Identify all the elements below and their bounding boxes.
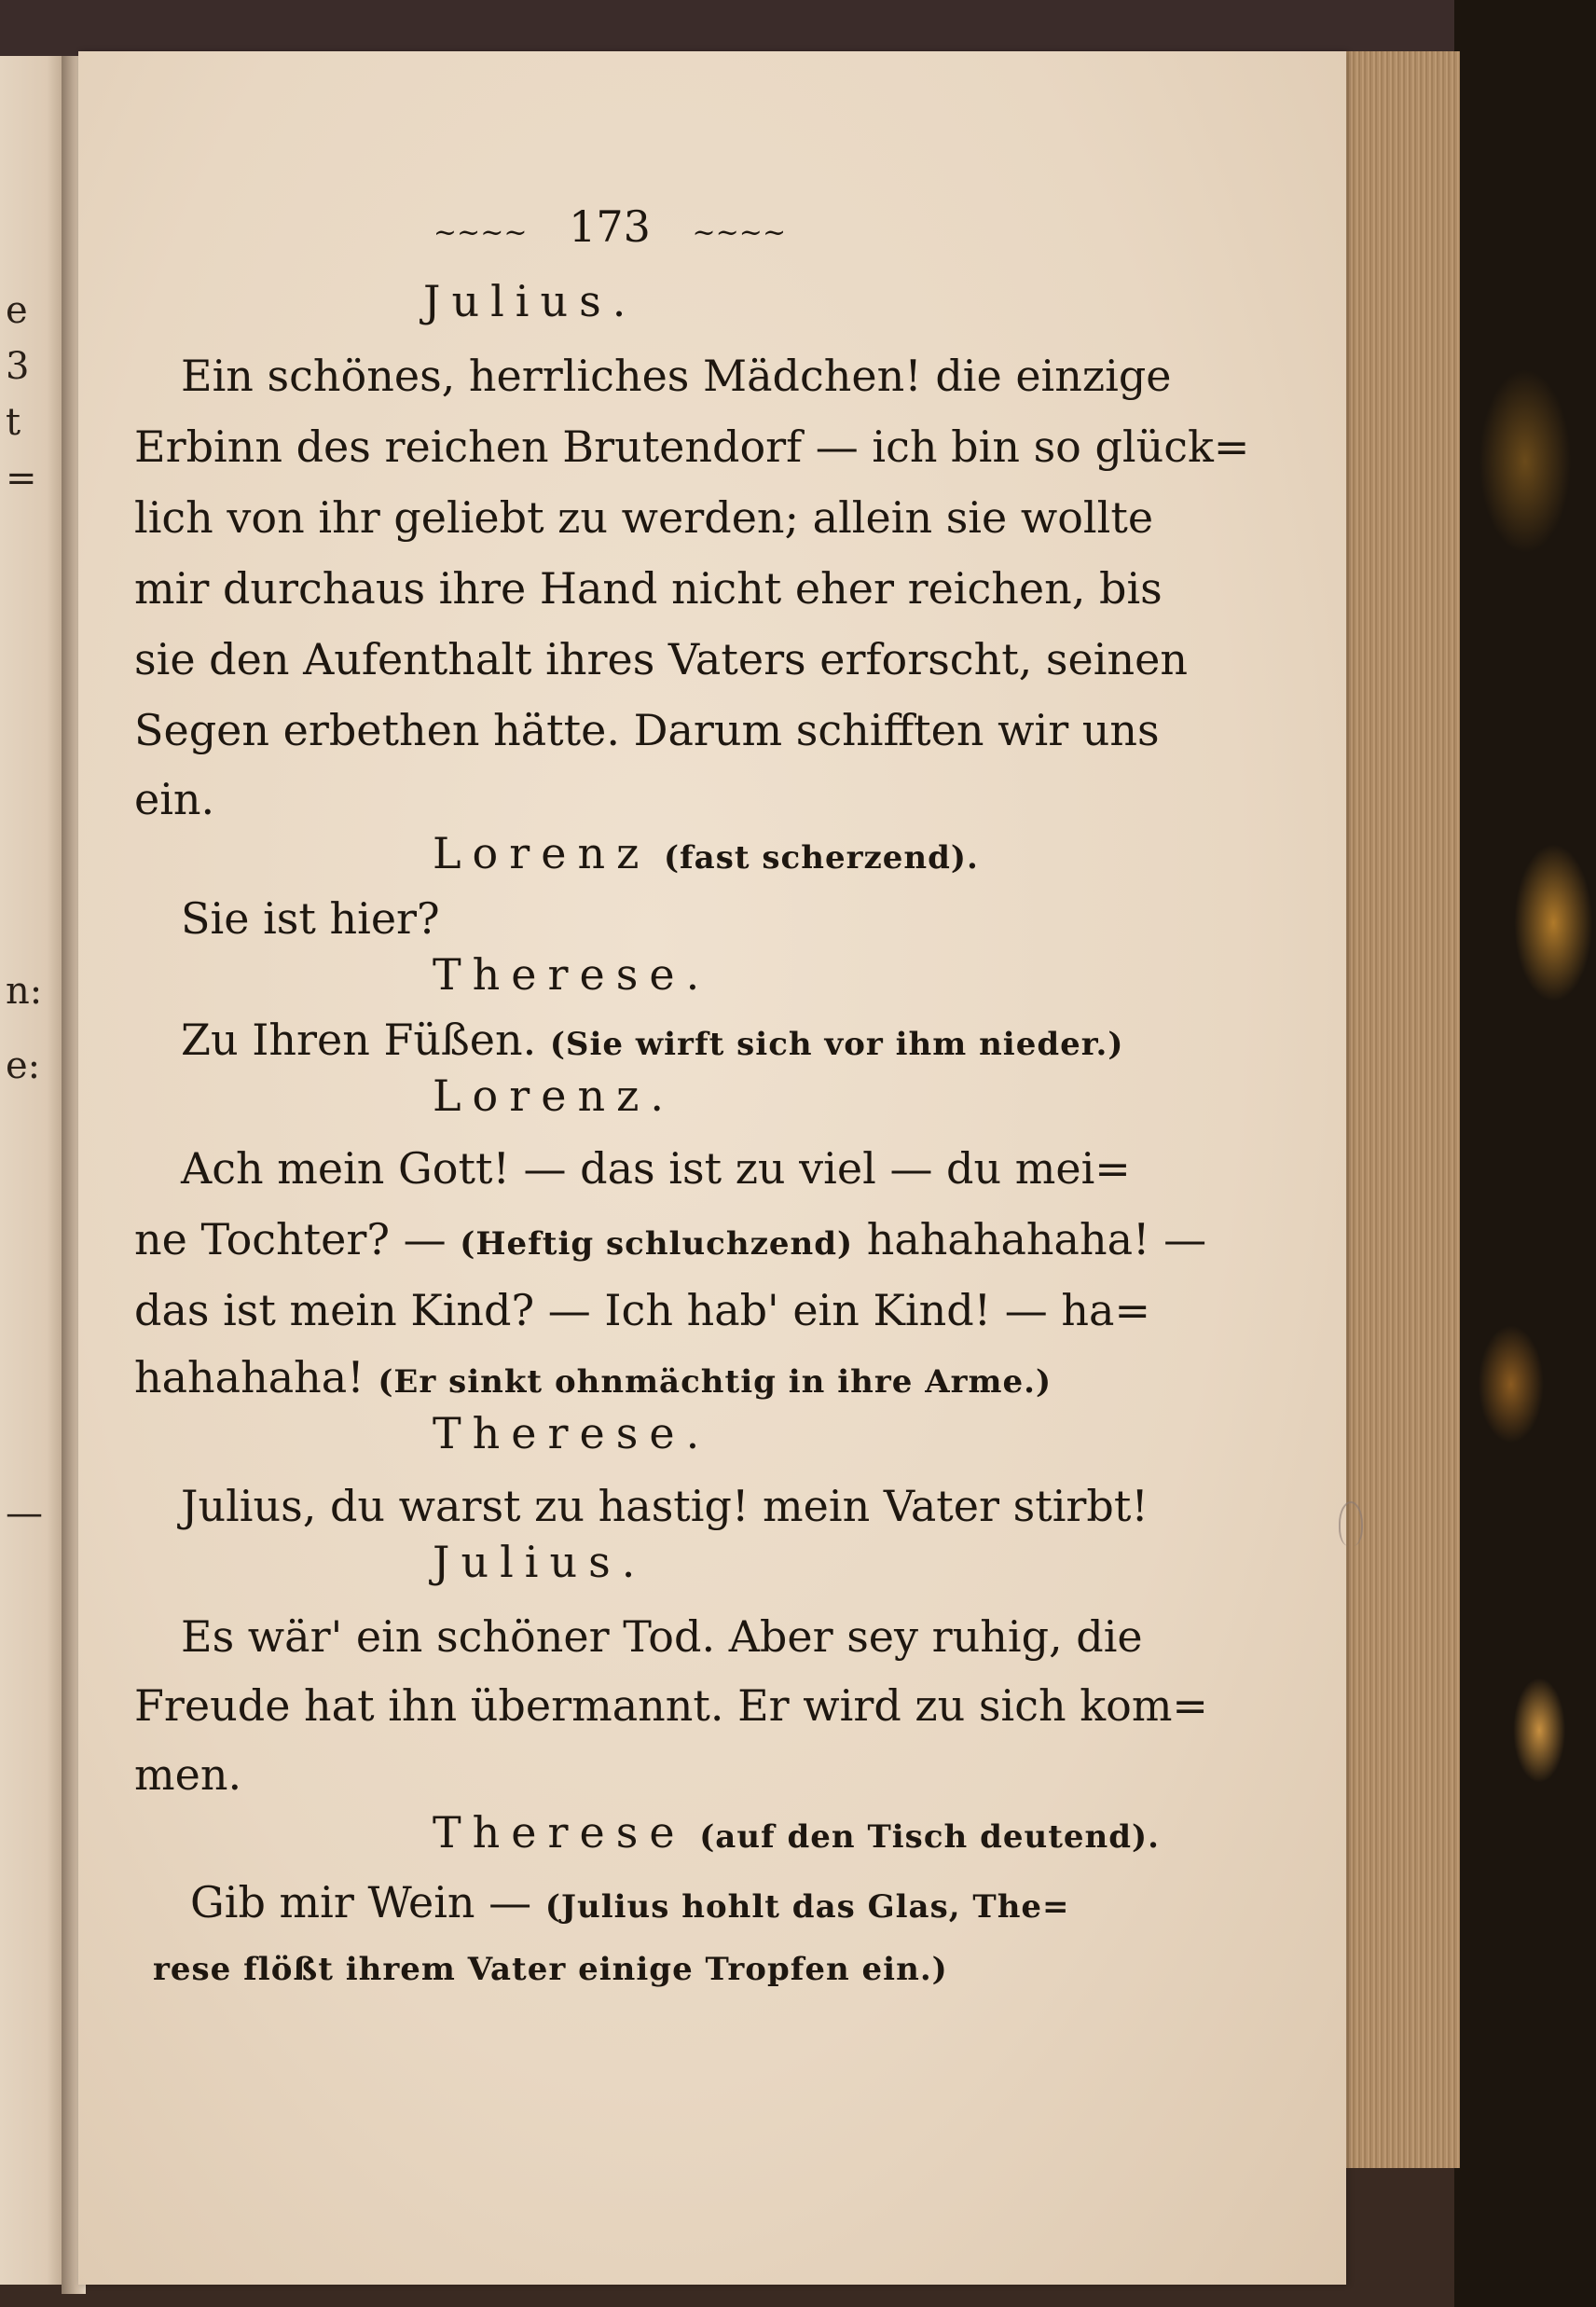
speaker-line — [433, 825, 979, 886]
stage-direction: (Sie wirft sich vor ihm nieder.) — [549, 1026, 1124, 1063]
page-number: 173 — [569, 201, 651, 252]
left-page-fragment: e: — [6, 1044, 41, 1087]
speaker-name: Therese. — [433, 949, 711, 1000]
text-line: mir durchaus ihre Hand nicht eher reichen, bis — [134, 563, 1163, 614]
stage-direction: (Er sinkt ohnmächtig in ihre Arme.) — [378, 1363, 1053, 1401]
text-span: Zu Ihren Füßen. — [181, 1015, 537, 1065]
text-line: Segen erbethen hätte. Darum schifften wir uns — [134, 705, 1160, 755]
text-line — [181, 1012, 1123, 1072]
text-span: hahahahaha! — — [866, 1214, 1207, 1264]
speaker-name: Therese — [433, 1807, 686, 1858]
speaker-name: Therese. — [433, 1408, 711, 1458]
text-span: ne Tochter? — — [134, 1214, 447, 1264]
left-page-fragment: e — [6, 289, 28, 332]
text-line: ein. — [134, 774, 215, 824]
left-page-fragment: — — [6, 1492, 43, 1535]
stage-direction: (Julius hohlt das Glas, The= — [544, 1888, 1070, 1926]
text-line: sie den Aufenthalt ihres Vaters erforscht, seinen — [134, 634, 1188, 684]
page-text — [78, 51, 1346, 2285]
text-line: Erbinn des reichen Brutendorf — ich bin so glück= — [134, 421, 1250, 472]
stage-direction: (auf den Tisch deutend). — [699, 1818, 1160, 1856]
text-line — [134, 1211, 1206, 1272]
speaker-name: Lorenz. — [433, 1071, 675, 1121]
text-span: Gib mir Wein — — [190, 1877, 532, 1927]
text-line: das ist mein Kind? — Ich hab' ein Kind! — ha= — [134, 1285, 1150, 1335]
text-line: Julius, du warst zu hastig! mein Vater stirbt! — [181, 1481, 1149, 1531]
text-line: lich von ihr geliebt zu werden; allein sie wollte — [134, 492, 1154, 543]
stage-direction: (Heftig schluchzend) — [460, 1225, 854, 1263]
speaker-name: Lorenz — [433, 828, 651, 878]
text-line: Freude hat ihn übermannt. Er wird zu sich kom= — [134, 1680, 1208, 1731]
text-span: hahahaha! — [134, 1352, 365, 1402]
page-edges — [1342, 51, 1460, 2168]
text-line: men. — [134, 1749, 242, 1800]
marbled-book-cover — [1454, 0, 1596, 2307]
book-page — [78, 51, 1346, 2285]
left-page-fragment: = — [6, 457, 37, 500]
text-line — [134, 1349, 1052, 1410]
speaker-name: Julius. — [423, 276, 638, 326]
text-line: Sie ist hier? — [181, 893, 440, 944]
text-line: Ein schönes, herrliches Mädchen! die einzige — [181, 351, 1172, 401]
stage-direction: (fast scherzend). — [663, 839, 979, 877]
text-line — [153, 1937, 948, 1997]
text-line: Es wär' ein schöner Tod. Aber sey ruhig, die — [181, 1611, 1143, 1662]
pencil-mark — [1339, 1501, 1363, 1546]
left-page-fragment: 3 — [6, 345, 30, 388]
stage-direction: rese flößt ihrem Vater einige Tropfen ein.) — [153, 1951, 948, 1988]
text-line: Ach mein Gott! — das ist zu viel — du mei= — [181, 1143, 1131, 1194]
text-line — [190, 1874, 1070, 1935]
left-page-fragment: t — [6, 401, 21, 444]
speaker-name: Julius. — [433, 1537, 647, 1587]
left-page-fragment: n: — [6, 970, 43, 1013]
page-header — [78, 199, 1141, 261]
header-ornament-right: ~~~~ — [692, 216, 787, 249]
header-ornament-left: ~~~~ — [433, 216, 528, 249]
speaker-line — [433, 1804, 1160, 1865]
left-page-edge — [0, 56, 67, 2285]
book-cover-top — [0, 0, 1596, 56]
